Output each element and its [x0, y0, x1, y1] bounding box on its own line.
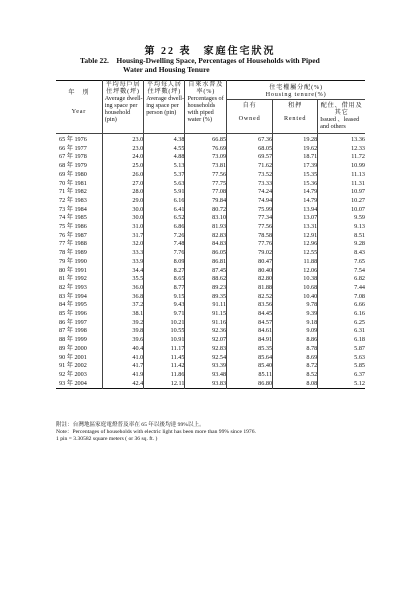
cell-space-per-household: 30.0 [102, 206, 143, 215]
table-title-english-line1: Table 22. Housing-Dwelling Space, Percentages of Households with Piped [80, 56, 320, 65]
cell-year: 90 年 2001 [56, 354, 102, 363]
cell-year: 69 年 1980 [56, 171, 102, 180]
cell-owned: 82.80 [227, 275, 273, 284]
cell-year: 86 年 1997 [56, 319, 102, 328]
cell-piped-water: 76.69 [185, 145, 227, 154]
cell-year: 76 年 1987 [56, 232, 102, 241]
table-row [56, 145, 365, 154]
cell-space-per-person: 7.26 [144, 232, 185, 241]
cell-piped-water: 93.83 [185, 380, 227, 389]
cell-space-per-person: 9.15 [144, 293, 185, 302]
cell-space-per-household: 31.0 [102, 223, 143, 232]
cell-rented: 9.09 [273, 327, 318, 336]
cell-issued: 12.33 [351, 144, 365, 152]
cell-rented: 15.35 [273, 171, 318, 180]
cell-year: 92 年 2003 [56, 371, 102, 380]
note-unit: 1 pin = 3.30582 square meters ( or 36 sq. ft. ) [56, 436, 158, 442]
cell-piped-water: 77.56 [185, 171, 227, 180]
cell-owned: 84.57 [227, 319, 273, 328]
cell-owned: 75.99 [227, 206, 273, 215]
cell-space-per-household: 39.6 [102, 336, 143, 345]
cell-issued: 8.43 [354, 249, 365, 257]
cell-year: 70 年 1981 [56, 180, 102, 189]
cell-owned: 69.57 [227, 153, 273, 162]
cell-space-per-person: 10.91 [144, 336, 185, 345]
cell-space-per-household: 23.0 [102, 145, 143, 154]
cell-year: 73 年 1984 [56, 206, 102, 215]
cell-year: 66 年 1977 [56, 145, 102, 154]
table-row [56, 310, 365, 319]
cell-space-per-person: 5.63 [144, 180, 185, 189]
cell-year: 65 年 1976 [56, 134, 102, 145]
table-row [56, 240, 365, 249]
cell-space-per-household: 42.4 [102, 380, 143, 389]
cell-piped-water: 92.36 [185, 327, 227, 336]
cell-space-per-person: 7.48 [144, 240, 185, 249]
cell-owned: 84.61 [227, 327, 273, 336]
cell-year: 93 年 2004 [56, 380, 102, 389]
cell-piped-water: 91.16 [185, 319, 227, 328]
cell-space-per-person: 5.91 [144, 188, 185, 197]
cell-space-per-household: 35.5 [102, 275, 143, 284]
cell-space-per-household: 34.4 [102, 267, 143, 276]
cell-piped-water: 82.83 [185, 232, 227, 241]
cell-space-per-household: 41.9 [102, 371, 143, 380]
cell-space-per-person: 7.76 [144, 249, 185, 258]
cell-piped-water: 87.45 [185, 267, 227, 276]
cell-owned: 73.52 [227, 171, 273, 180]
cell-piped-water: 89.23 [185, 284, 227, 293]
cell-year: 89 年 2000 [56, 345, 102, 354]
table-row [56, 267, 365, 276]
table-row [56, 293, 365, 302]
cell-rented: 8.52 [273, 371, 318, 380]
cell-rented: 9.39 [273, 310, 318, 319]
cell-issued: 10.07 [351, 205, 365, 213]
cell-space-per-household: 40.4 [102, 345, 143, 354]
cell-year: 72 年 1983 [56, 197, 102, 206]
table-row [56, 162, 365, 171]
cell-space-per-person: 6.86 [144, 223, 185, 232]
table-row [56, 249, 365, 258]
cell-year: 82 年 1993 [56, 284, 102, 293]
cell-space-per-person: 12.11 [144, 380, 185, 389]
header-housing-tenure-zh: 住宅權屬分配(%) [269, 84, 323, 91]
cell-rented: 19.62 [273, 145, 318, 154]
cell-space-per-household: 25.0 [102, 162, 143, 171]
header-rented [273, 100, 318, 134]
cell-owned: 86.80 [227, 380, 273, 389]
header-owned-zh: 自有 [242, 102, 257, 109]
table-row [56, 336, 365, 345]
cell-piped-water: 77.08 [185, 188, 227, 197]
cell-piped-water: 83.10 [185, 214, 227, 223]
cell-issued: 7.54 [354, 266, 365, 274]
cell-rented: 8.72 [273, 362, 318, 371]
cell-piped-water: 81.93 [185, 223, 227, 232]
cell-owned: 67.36 [227, 134, 273, 145]
cell-space-per-household: 39.2 [102, 319, 143, 328]
header-piped-water-en: Percentages of households with piped water (%) [187, 95, 224, 123]
cell-year: 88 年 1999 [56, 336, 102, 345]
cell-rented: 12.91 [273, 232, 318, 241]
cell-space-per-household: 32.0 [102, 240, 143, 249]
cell-space-per-household: 39.8 [102, 327, 143, 336]
cell-space-per-person: 6.52 [144, 214, 185, 223]
cell-owned: 68.05 [227, 145, 273, 154]
header-space-per-person [144, 81, 185, 134]
cell-space-per-person: 11.17 [144, 345, 185, 354]
cell-rented: 13.31 [273, 223, 318, 232]
header-space-per-person-en: Average dwell-ing space per person (pin) [146, 95, 185, 116]
cell-owned: 85.40 [227, 362, 273, 371]
cell-year: 79 年 1990 [56, 258, 102, 267]
cell-space-per-person: 11.42 [144, 362, 185, 371]
cell-rented: 13.07 [273, 214, 318, 223]
cell-rented: 12.96 [273, 240, 318, 249]
cell-space-per-household: 37.2 [102, 301, 143, 310]
table-row [56, 197, 365, 206]
note-english: Note：Percentages of households with electric light has been more than 99% since 1976. [56, 429, 256, 435]
cell-space-per-household: 24.0 [102, 153, 143, 162]
cell-year: 87 年 1998 [56, 327, 102, 336]
header-issued-zh: 配住、借用及其它 [320, 102, 363, 116]
cell-issued: 6.82 [354, 275, 365, 283]
cell-owned: 80.40 [227, 267, 273, 276]
header-year [56, 81, 102, 134]
cell-owned: 74.24 [227, 188, 273, 197]
cell-space-per-person: 11.86 [144, 371, 185, 380]
cell-rented: 8.08 [273, 380, 318, 389]
header-year-zh: 年 別 [68, 89, 90, 96]
cell-issued: 7.65 [354, 257, 365, 265]
cell-issued: 6.18 [354, 336, 365, 344]
cell-issued: 11.31 [351, 179, 365, 187]
cell-owned: 78.58 [227, 232, 273, 241]
cell-space-per-household: 23.0 [102, 134, 143, 145]
cell-issued: 6.25 [354, 318, 365, 326]
table-title-english-line2: Water and Housing Tenure [123, 65, 210, 74]
cell-issued: 10.97 [351, 188, 365, 196]
cell-issued: 9.28 [354, 240, 365, 248]
cell-rented: 12.06 [273, 267, 318, 276]
cell-space-per-person: 8.27 [144, 267, 185, 276]
cell-piped-water: 89.35 [185, 293, 227, 302]
header-issued [318, 100, 365, 134]
cell-issued: 6.37 [354, 370, 365, 378]
table-row [56, 345, 365, 354]
note-chinese: 附註：台灣地區家庭電燈普及率在 65 年以後均達 99%以上。 [56, 422, 205, 428]
table-header [56, 81, 365, 134]
cell-issued: 6.31 [354, 327, 365, 335]
cell-owned: 85.11 [227, 371, 273, 380]
cell-space-per-household: 33.3 [102, 249, 143, 258]
cell-space-per-household: 29.0 [102, 197, 143, 206]
cell-issued: 5.63 [354, 353, 365, 361]
cell-space-per-household: 28.0 [102, 188, 143, 197]
header-piped-water-zh: 自來水普及率(%) [188, 81, 224, 95]
cell-year: 80 年 1991 [56, 267, 102, 276]
cell-piped-water: 92.54 [185, 354, 227, 363]
cell-piped-water: 66.85 [185, 134, 227, 145]
table-row [56, 301, 365, 310]
cell-year: 75 年 1986 [56, 223, 102, 232]
cell-rented: 8.78 [273, 345, 318, 354]
cell-piped-water: 92.83 [185, 345, 227, 354]
cell-piped-water: 86.81 [185, 258, 227, 267]
cell-space-per-person: 10.21 [144, 319, 185, 328]
cell-issued: 6.16 [354, 310, 365, 318]
cell-owned: 81.88 [227, 284, 273, 293]
table-row [56, 284, 365, 293]
cell-piped-water: 93.48 [185, 371, 227, 380]
cell-issued: 10.27 [351, 196, 365, 204]
header-rented-zh: 租押 [288, 102, 303, 109]
cell-year: 78 年 1989 [56, 249, 102, 258]
table-row [56, 258, 365, 267]
cell-space-per-person: 8.65 [144, 275, 185, 284]
cell-year: 84 年 1995 [56, 301, 102, 310]
cell-space-per-person: 6.16 [144, 197, 185, 206]
cell-year: 91 年 2002 [56, 362, 102, 371]
cell-rented: 10.38 [273, 275, 318, 284]
cell-space-per-person: 4.88 [144, 153, 185, 162]
cell-space-per-household: 36.0 [102, 284, 143, 293]
cell-issued: 6.66 [354, 301, 365, 309]
table-notes [56, 422, 376, 443]
cell-rented: 14.79 [273, 188, 318, 197]
cell-rented: 15.36 [273, 180, 318, 189]
cell-rented: 11.88 [273, 258, 318, 267]
cell-space-per-person: 5.13 [144, 162, 185, 171]
header-housing-tenure [227, 81, 365, 100]
cell-issued: 11.13 [351, 170, 365, 178]
cell-owned: 77.56 [227, 223, 273, 232]
header-owned-en: Owned [238, 115, 261, 122]
cell-space-per-person: 10.55 [144, 327, 185, 336]
header-issued-en: Issued 、leased and others [320, 116, 360, 130]
table-row [56, 134, 365, 145]
cell-space-per-person: 11.45 [144, 354, 185, 363]
cell-piped-water: 73.81 [185, 162, 227, 171]
table-row [56, 232, 365, 241]
housing-table [56, 80, 365, 389]
cell-owned: 77.76 [227, 240, 273, 249]
cell-space-per-person: 9.71 [144, 310, 185, 319]
cell-rented: 18.71 [273, 153, 318, 162]
cell-piped-water: 91.15 [185, 310, 227, 319]
cell-piped-water: 93.39 [185, 362, 227, 371]
table-row [56, 319, 365, 328]
cell-space-per-person: 6.41 [144, 206, 185, 215]
header-space-per-household-zh: 平均每戶居住坪數(坪) [105, 81, 141, 95]
cell-space-per-person: 4.38 [144, 134, 185, 145]
cell-owned: 82.52 [227, 293, 273, 302]
header-year-en: Year [71, 108, 87, 115]
cell-rented: 8.69 [273, 354, 318, 363]
cell-rented: 13.94 [273, 206, 318, 215]
cell-rented: 12.55 [273, 249, 318, 258]
cell-space-per-household: 41.0 [102, 354, 143, 363]
cell-space-per-person: 9.43 [144, 301, 185, 310]
cell-piped-water: 84.83 [185, 240, 227, 249]
header-space-per-household [102, 81, 143, 134]
table-row [56, 275, 365, 284]
cell-owned: 84.91 [227, 336, 273, 345]
cell-year: 77 年 1988 [56, 240, 102, 249]
cell-owned: 84.45 [227, 310, 273, 319]
cell-issued: 7.44 [354, 283, 365, 291]
table-row [56, 153, 365, 162]
cell-piped-water: 79.84 [185, 197, 227, 206]
cell-year: 71 年 1982 [56, 188, 102, 197]
cell-year: 67 年 1978 [56, 153, 102, 162]
cell-year: 74 年 1985 [56, 214, 102, 223]
cell-space-per-household: 38.1 [102, 310, 143, 319]
cell-rented: 9.18 [273, 319, 318, 328]
cell-issued: 7.08 [354, 292, 365, 300]
cell-owned: 71.62 [227, 162, 273, 171]
cell-space-per-person: 4.55 [144, 145, 185, 154]
cell-year: 83 年 1994 [56, 293, 102, 302]
cell-piped-water: 73.09 [185, 153, 227, 162]
table-row [56, 206, 365, 215]
cell-issued: 5.87 [354, 344, 365, 352]
cell-space-per-household: 26.0 [102, 171, 143, 180]
cell-rented: 10.40 [273, 293, 318, 302]
header-rented-en: Rented [283, 115, 307, 122]
table-row [56, 327, 365, 336]
cell-year: 68 年 1979 [56, 162, 102, 171]
cell-space-per-household: 30.0 [102, 214, 143, 223]
cell-owned: 79.02 [227, 249, 273, 258]
table-row [56, 188, 365, 197]
cell-rented: 14.79 [273, 197, 318, 206]
cell-piped-water: 86.05 [185, 249, 227, 258]
table-row [56, 223, 365, 232]
cell-owned: 85.35 [227, 345, 273, 354]
cell-space-per-person: 5.37 [144, 171, 185, 180]
cell-rented: 17.39 [273, 162, 318, 171]
cell-owned: 77.34 [227, 214, 273, 223]
cell-rented: 19.28 [273, 134, 318, 145]
cell-year: 85 年 1996 [56, 310, 102, 319]
cell-piped-water: 77.75 [185, 180, 227, 189]
cell-rented: 10.68 [273, 284, 318, 293]
cell-space-per-household: 27.0 [102, 180, 143, 189]
table-row [56, 354, 365, 363]
cell-space-per-person: 8.09 [144, 258, 185, 267]
cell-issued: 13.36 [351, 136, 365, 143]
cell-piped-water: 88.62 [185, 275, 227, 284]
table-row [56, 171, 365, 180]
header-space-per-person-zh: 平均每人居住坪數(坪) [146, 81, 182, 95]
cell-piped-water: 91.11 [185, 301, 227, 310]
header-space-per-household-en: Average dwell-ing space per household (pin) [104, 95, 143, 123]
table-row [56, 180, 365, 189]
cell-issued: 11.72 [351, 153, 365, 161]
cell-space-per-household: 41.7 [102, 362, 143, 371]
cell-year: 81 年 1992 [56, 275, 102, 284]
cell-owned: 85.64 [227, 354, 273, 363]
cell-owned: 73.33 [227, 180, 273, 189]
table-row [56, 371, 365, 380]
cell-issued: 10.99 [351, 162, 365, 170]
cell-owned: 80.47 [227, 258, 273, 267]
cell-space-per-household: 31.7 [102, 232, 143, 241]
cell-piped-water: 80.72 [185, 206, 227, 215]
header-housing-tenure-en: Housing tenure(%) [265, 91, 327, 98]
cell-owned: 74.94 [227, 197, 273, 206]
cell-issued: 9.59 [354, 214, 365, 222]
cell-issued: 5.85 [354, 362, 365, 370]
cell-issued: 8.51 [354, 231, 365, 239]
table-title-chinese: 第 22 表 家庭住宅狀況 [144, 46, 276, 57]
cell-space-per-household: 33.9 [102, 258, 143, 267]
table-body [56, 134, 365, 389]
header-piped-water [185, 81, 227, 134]
cell-space-per-person: 8.77 [144, 284, 185, 293]
table-row [56, 362, 365, 371]
cell-issued: 9.13 [354, 223, 365, 231]
cell-space-per-household: 36.8 [102, 293, 143, 302]
table-row [56, 380, 365, 389]
table-row [56, 214, 365, 223]
cell-rented: 9.78 [273, 301, 318, 310]
cell-issued: 5.12 [354, 379, 365, 387]
cell-owned: 83.56 [227, 301, 273, 310]
table-title-english [80, 56, 380, 74]
cell-piped-water: 92.07 [185, 336, 227, 345]
header-owned [227, 100, 273, 134]
cell-rented: 8.86 [273, 336, 318, 345]
